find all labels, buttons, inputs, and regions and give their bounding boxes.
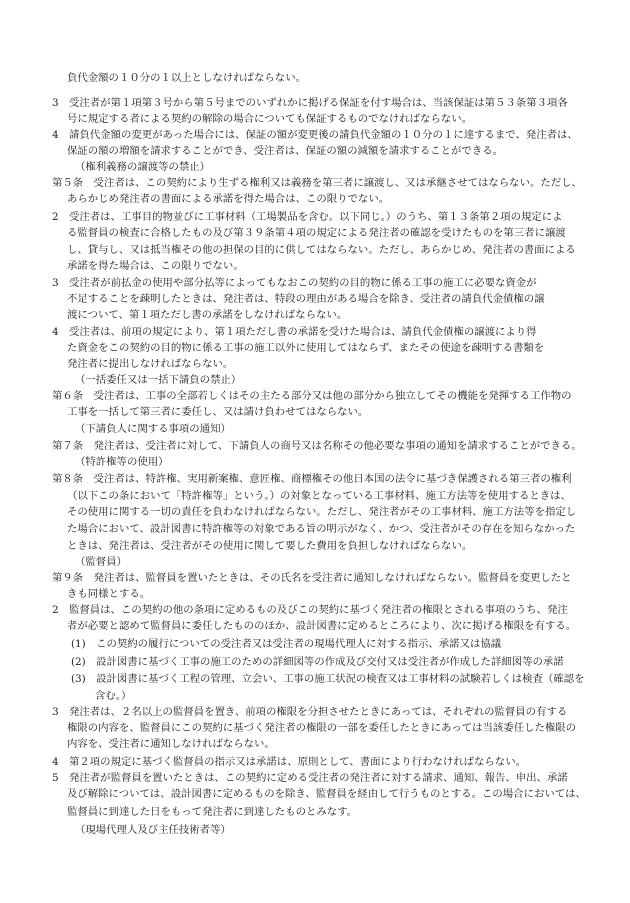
text-line: 3 発注者は、２名以上の監督員を置き、前項の権限を分担させたときにあっては、それぞれの監督員の有する <box>52 706 568 718</box>
text-line: あらかじめ発注者の書面による承諾を得た場合は、この限りでない。 <box>67 193 390 205</box>
text-line: し、貸与し、又は抵当権その他の担保の目的に供してはならない。ただし、あらかじめ、発注者の書面による <box>67 244 576 256</box>
text-line: きも同様とする。 <box>67 588 151 600</box>
section-heading: （監督員） <box>75 556 127 568</box>
text-line: 2 受注者は、工事目的物並びに工事材料（工場製品を含む。以下同じ。）のうち、第１３条第２項の規定によ <box>52 211 563 223</box>
text-line: 監督員に到達した日をもって発注者に到達したものとみなす。 <box>67 806 358 818</box>
text-line: 内容を、受注者に通知しなければならない。 <box>67 738 275 750</box>
text-line: 2 監督員は、この契約の他の条項に定めるもの及びこの契約に基づく発注者の権限とされる事項のうち、発注 <box>52 604 568 616</box>
text-line: 発注者に提出しなければならない。 <box>67 358 234 370</box>
text-line: ときは、発注者は、受注者がその使用に関して要した費用を負担しなければならない。 <box>67 540 473 552</box>
text-line: 不足することを疎明したときは、発注者は、特段の理由がある場合を除き、受注者の請負代金債権の譲 <box>67 293 545 305</box>
text-line: る監督員の検査に合格したもの及び第３９条第４項の規定による発注者の確認を受けたものを第三者に譲渡 <box>67 227 566 239</box>
text-line: 保証の額の増額を請求することができ、受注者は、保証の額の減額を請求することができる。 <box>67 145 503 157</box>
list-item: (2) 設計図書に基づく工事の施工のための詳細図等の作成及び交付又は受注者が作成した詳細図等の承諾 <box>71 656 564 668</box>
text-line: 工事を一括して第三者に委任し、又は請け負わせてはならない。 <box>67 406 369 418</box>
text-line: 含む。） <box>95 690 132 702</box>
section-heading: （現場代理人及び主任技術者等） <box>75 824 231 836</box>
text-line: 第７条 発注者は、受注者に対して、下請負人の商号又は名称その他必要な事項の通知を請求することができる。 <box>52 440 582 452</box>
section-heading: （下請負人に関する事項の通知） <box>75 423 231 435</box>
text-line: （以下この条において「特許権等」という。）の対象となっている工事材料、施工方法等を使用するときは、 <box>67 490 571 502</box>
section-heading: （特許権等の使用） <box>75 456 169 468</box>
text-line: 渡について、第１項ただし書の承諾をしなければならない。 <box>67 309 348 321</box>
text-line: 権限の内容を、監督員にこの契約に基づく発注者の権限の一部を委任したときにあっては当該委任した権限の <box>67 722 577 734</box>
text-line: 第６条 受注者は、工事の全部若しくはその主たる部分又は他の部分から独立してその機能を発揮する工作物の <box>52 390 572 402</box>
text-line: た資金をこの契約の目的物に係る工事の施工以外に使用してはならず、またその使途を疎明する書類を <box>67 342 545 354</box>
text-line: た場合において、設計図書に特許権等の対象である旨の明示がなく、かつ、受注者がその存在を知らなかった <box>67 523 576 535</box>
text-line: 第５条 受注者は、この契約により生ずる権利又は義務を第三者に譲渡し、又は承継させてはならない。ただし、 <box>52 177 582 189</box>
text-line: 第９条 発注者は、監督員を置いたときは、その氏名を受注者に通知しなければならない。監督員を変更したと <box>52 572 572 584</box>
section-heading: （権利義務の譲渡等の禁止） <box>75 161 211 173</box>
text-line: 負代金額の１０分の１以上としなければならない。 <box>67 72 306 84</box>
text-line: 3 受注者が第１項第３号から第５号までのいずれかに掲げる保証を付す場合は、当該保証は第５３条第３項各 <box>52 97 568 109</box>
text-line: 承諾を得た場合は、この限りでない。 <box>67 260 244 272</box>
text-line: 者が必要と認めて監督員に委任したもののほか、設計図書に定めるところにより、次に掲げる権限を有する。 <box>67 620 577 632</box>
text-line: 及び解除については、設計図書に定めるものを除き、監督員を経由して行うものとする。この場合においては、 <box>67 788 586 800</box>
text-line: 号に規定する者による契約の解除の場合についても保証するものでなければならない。 <box>67 113 473 125</box>
text-line: 5 発注者が監督員を置いたときは、この契約に定める受注者の発注者に対する請求、通知、報告、申出、承諾 <box>52 772 568 784</box>
section-heading: （一括委任又は一括下請負の禁止） <box>75 374 242 386</box>
text-line: その使用に関する一切の責任を負わなければならない。ただし、発注者がその工事材料、施工方法等を指定し <box>67 506 577 518</box>
text-line: 第８条 受注者は、特許権、実用新案権、意匠権、商標権その他日本国の法令に基づき保護される第三者の権利 <box>52 473 572 485</box>
text-line: 3 受注者が前払金の使用や部分払等によってもなおこの契約の目的物に係る工事の施工に必要な資金が <box>52 277 537 289</box>
text-line: 4 第２項の規定に基づく監督員の指示又は承諾は、原則として、書面により行わなければならない。 <box>52 756 526 768</box>
list-item: (3) 設計図書に基づく工程の管理、立会い、工事の施工状況の検査又は工事材料の試験若しくは検査（確認を <box>71 673 585 685</box>
text-line: 4 請負代金額の変更があった場合には、保証の額が変更後の請負代金額の１０分の１に達するまで、発注者は、 <box>52 129 578 141</box>
list-item: (1) この契約の履行についての受注者又は受注者の現場代理人に対する指示、承諾又は協議 <box>71 638 502 650</box>
text-line: 4 受注者は、前項の規定により、第１項ただし書の承諾を受けた場合は、請負代金債権の譲渡により得 <box>52 326 537 338</box>
